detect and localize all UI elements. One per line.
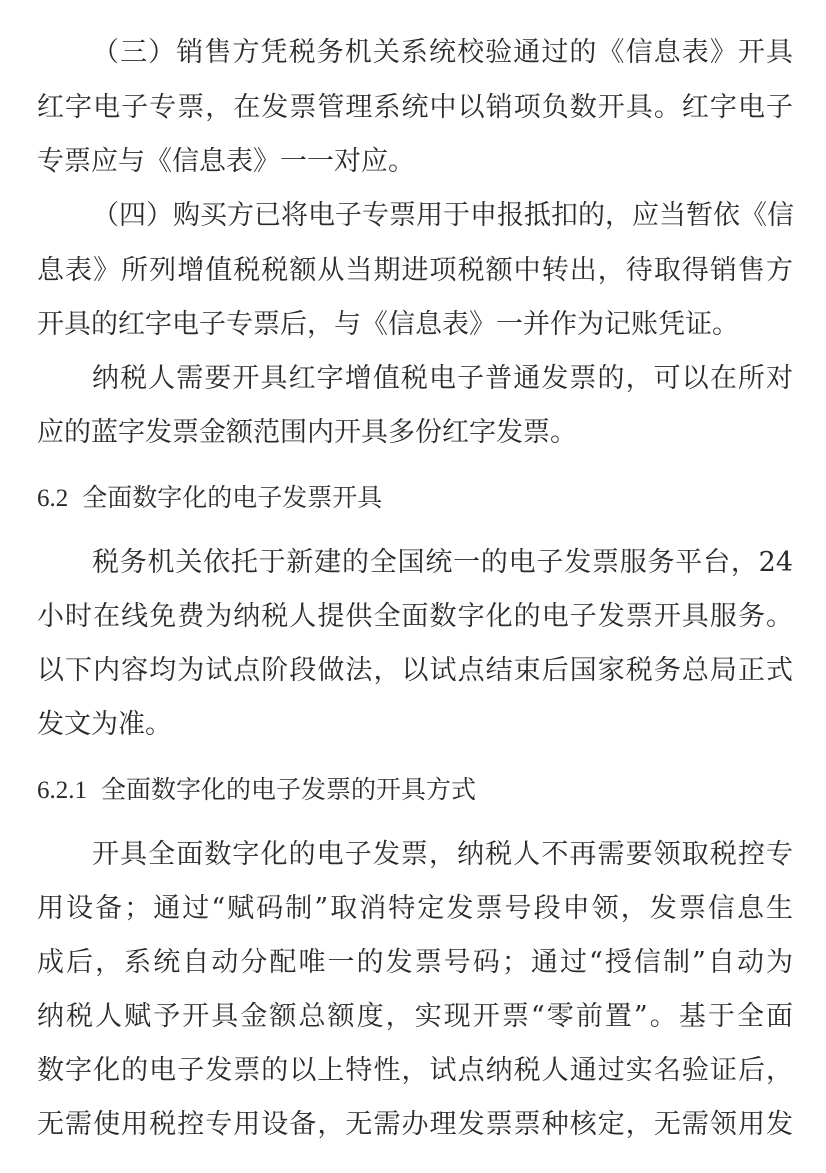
paragraph-4-line-1: （四）购买方已将电子专票用于申报抵扣的，应当暂依《信	[92, 200, 794, 231]
section-6-2-1-line-4: 纳税人赋予开具金额总额度，实现开票“零前置”。基于全面	[37, 1001, 793, 1032]
section-6-2-line-1: 税务机关依托于新建的全国统一的电子发票服务平台，24	[92, 547, 793, 578]
section-number: 6.2.1	[37, 777, 87, 804]
paragraph-5-line-1: 纳税人需要开具红字增值税电子普通发票的，可以在所对	[92, 363, 793, 394]
section-6-2-1-line-1: 开具全面数字化的电子发票，纳税人不再需要领取税控专	[92, 839, 793, 870]
paragraph-4-line-2: 息表》所列增值税税额从当期进项税额中转出，待取得销售方	[37, 255, 793, 286]
section-title: 全面数字化的电子发票开具	[82, 483, 383, 512]
section-6-2-1-line-3: 成后，系统自动分配唯一的发票号码；通过“授信制”自动为	[37, 947, 793, 978]
section-number: 6.2	[37, 485, 69, 512]
paragraph-5-line-2: 应的蓝字发票金额范围内开具多份红字发票。	[37, 417, 577, 448]
paragraph-4-line-3: 开具的红字电子专票后，与《信息表》一并作为记账凭证。	[37, 309, 739, 340]
section-heading-6-2-1	[37, 772, 476, 809]
paragraph-3-line-1: （三）销售方凭税务机关系统校验通过的《信息表》开具	[92, 37, 793, 68]
section-heading-6-2	[37, 480, 382, 517]
paragraph-3-line-2: 红字电子专票，在发票管理系统中以销项负数开具。红字电子	[37, 92, 793, 123]
section-6-2-line-4: 发文为准。	[37, 709, 172, 740]
section-6-2-line-3: 以下内容均为试点阶段做法，以试点结束后国家税务总局正式	[37, 655, 793, 686]
section-6-2-1-line-2: 用设备；通过“赋码制”取消特定发票号段申领，发票信息生	[37, 893, 793, 924]
paragraph-3-line-3: 专票应与《信息表》一一对应。	[37, 146, 415, 177]
section-title: 全面数字化的电子发票的开具方式	[101, 775, 477, 804]
section-6-2-line-2: 小时在线免费为纳税人提供全面数字化的电子发票开具服务。	[37, 601, 793, 632]
section-6-2-1-line-6: 无需使用税控专用设备，无需办理发票票种核定，无需领用发	[37, 1109, 793, 1140]
section-6-2-1-line-5: 数字化的电子发票的以上特性，试点纳税人通过实名验证后，	[37, 1055, 793, 1086]
